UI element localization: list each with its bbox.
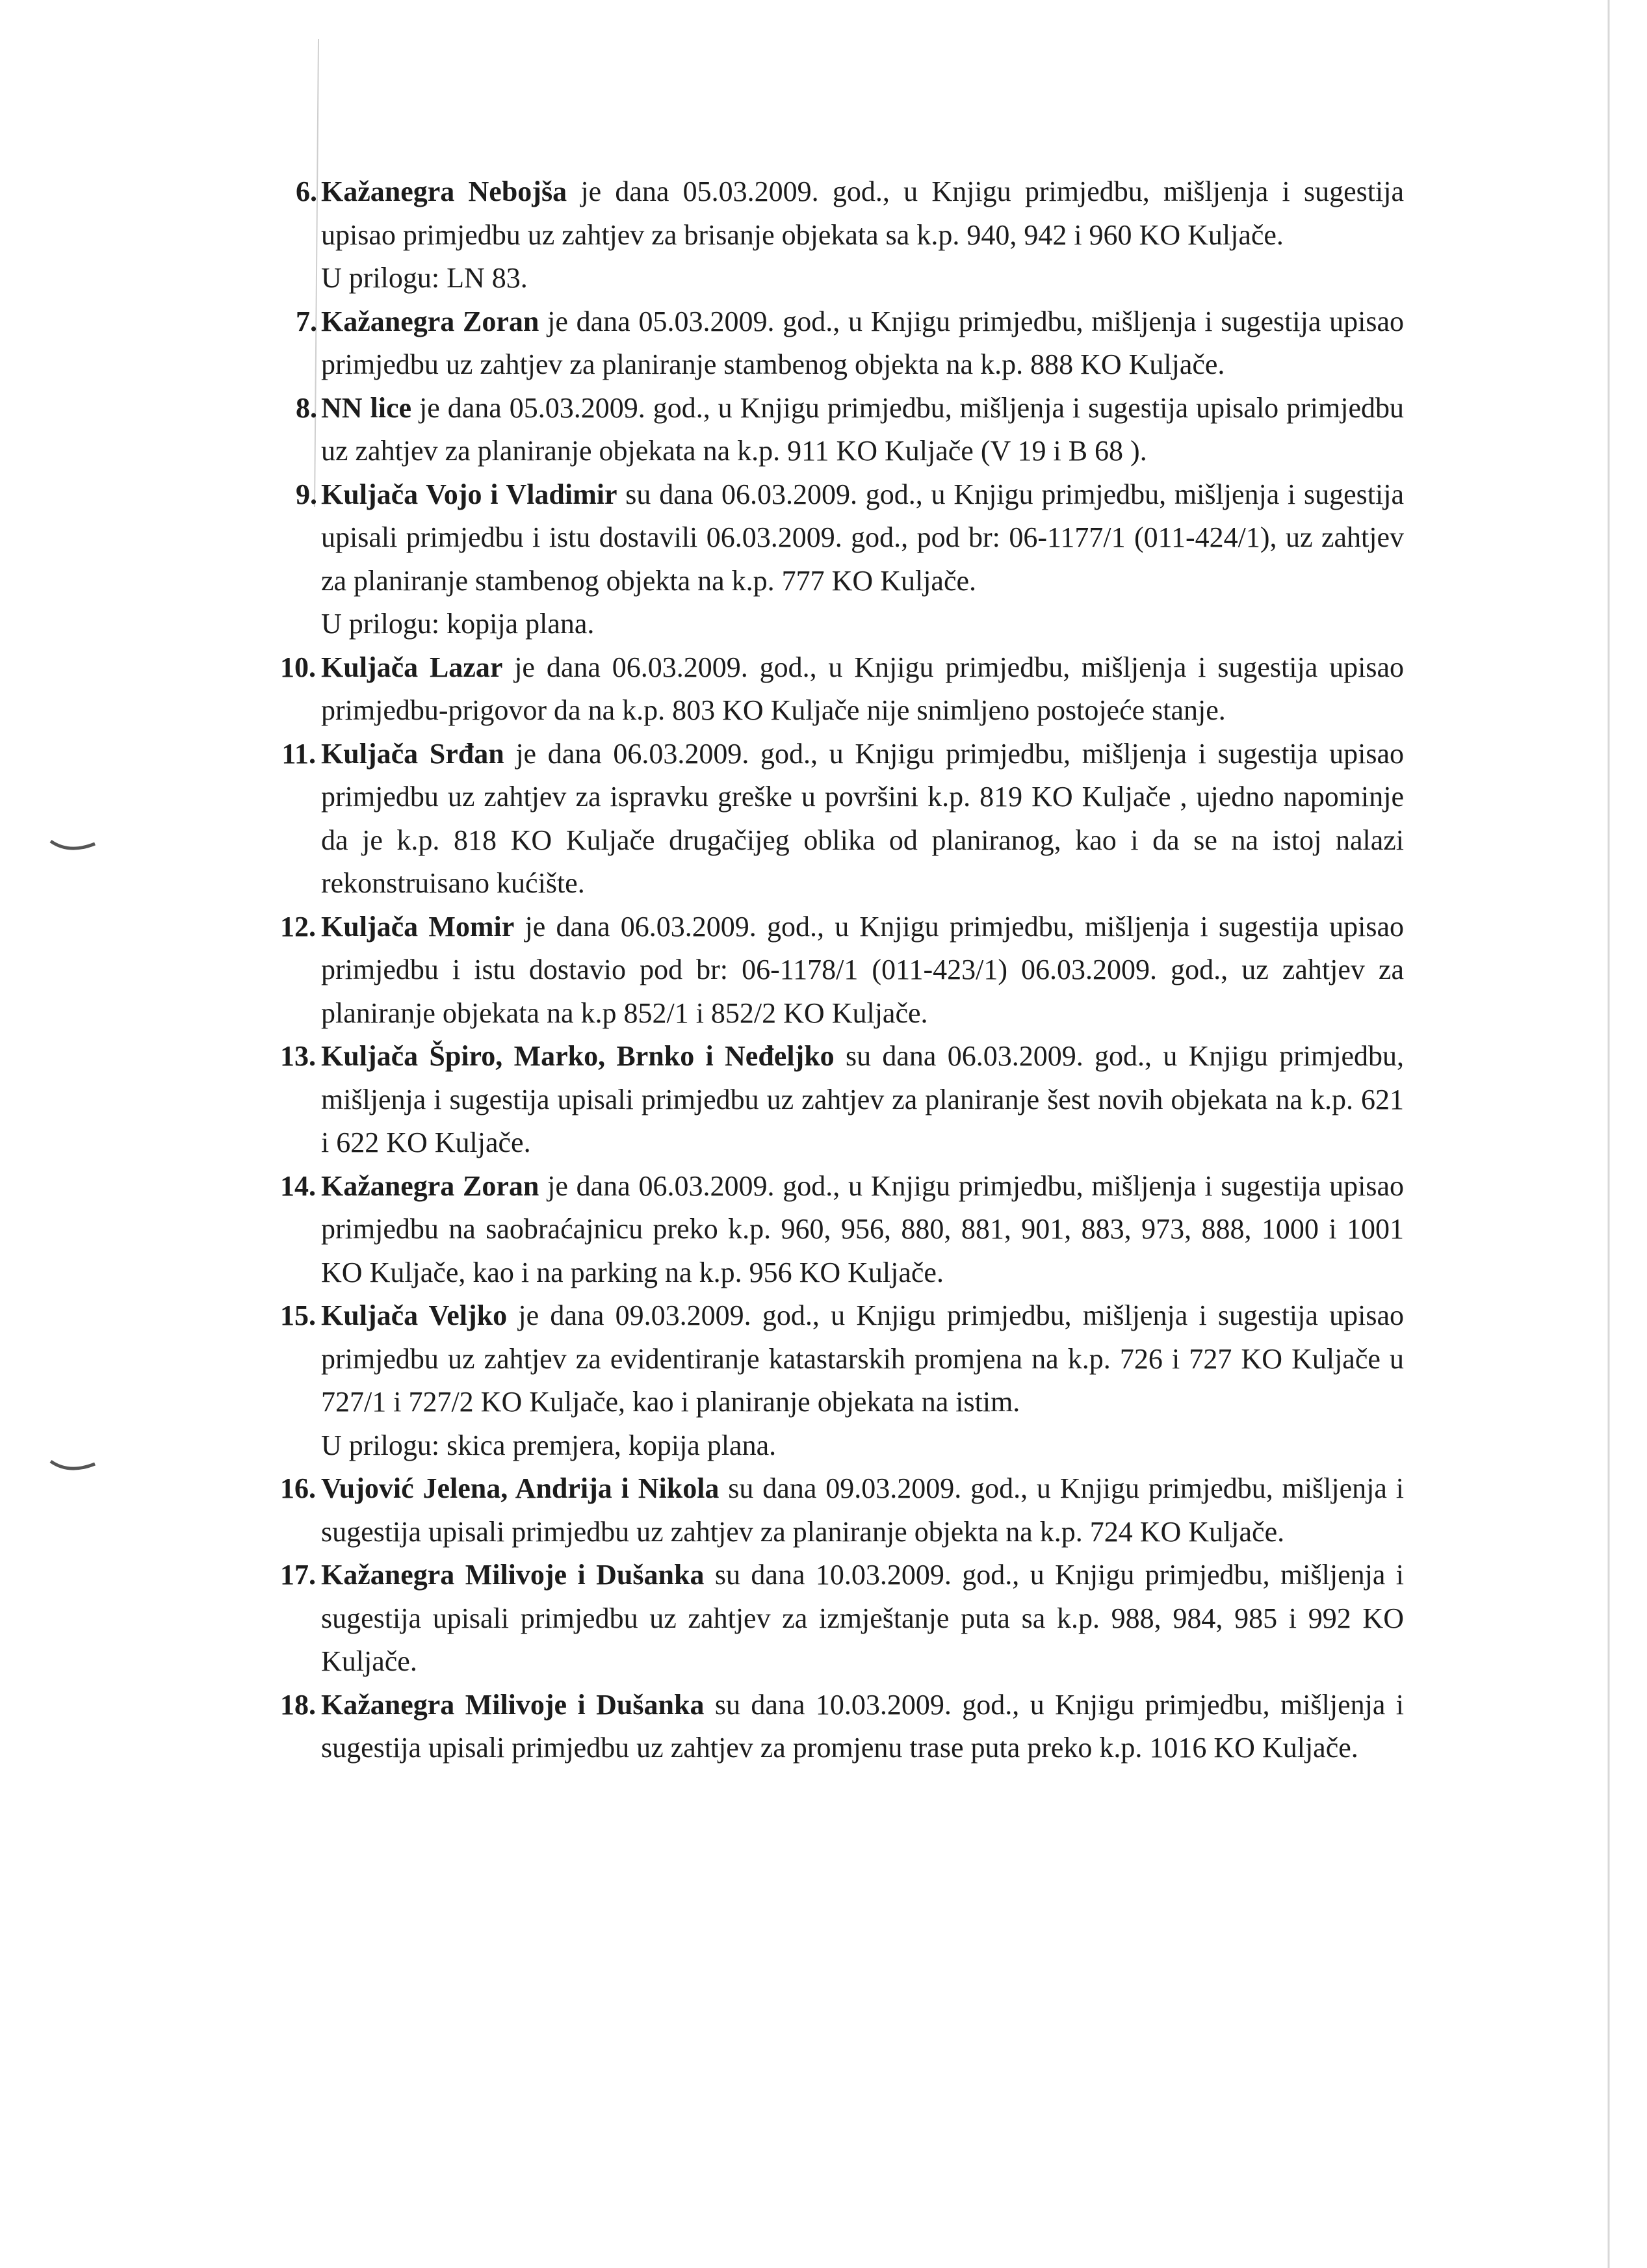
item-number: 8.: [296, 391, 317, 424]
item-number: 17.: [280, 1559, 316, 1591]
item-body: [321, 1294, 1404, 1424]
item-number: 6.: [296, 176, 317, 207]
person-name: Kažanegra Milivoje i Dušanka: [321, 1559, 705, 1591]
punch-hole-mark: [49, 1459, 96, 1476]
item-text: su dana 10.03.2009. god., u Knjigu primjedbu, mišljenja i sugestija upisali primjedbu uz zahtjev za promjenu trase puta preko k.p. 1016 KO Kuljače.: [321, 1688, 1404, 1764]
person-name: Kuljača Srđan: [321, 737, 504, 770]
item-body: [321, 733, 1404, 906]
item-text: je dana 05.03.2009. god., u Knjigu primjedbu, mišljenja i sugestija upisao primjedbu uz zahtjev za planiranje stambenog objekta na k.p. 888 KO Kuljače.: [321, 305, 1404, 380]
item-text: je dana 06.03.2009. god., u Knjigu primjedbu, mišljenja i sugestija upisao primjedbu i istu dostavio pod br: 06-1178/1 (011-423/1) 06.03.2009. god., uz zahtjev za planiranje objekata na k.p 852/1 i 852/2 KO Kuljače.: [321, 910, 1404, 1029]
item-body: [321, 473, 1404, 603]
item-body: [321, 1467, 1404, 1554]
item-number: 13.: [280, 1040, 316, 1072]
item-number: 9.: [296, 478, 317, 510]
list-item: [260, 300, 1404, 387]
item-text: je dana 06.03.2009. god., u Knjigu primjedbu, mišljenja i sugestija upisao primjedbu-prigovor da na k.p. 803 KO Kuljače nije snimljeno postojeće stanje.: [321, 651, 1404, 726]
list-item: [260, 1467, 1404, 1554]
list-item: [260, 1165, 1404, 1295]
scan-right-edge: [1605, 0, 1612, 2268]
list-item: [260, 387, 1404, 473]
item-text: je dana 05.03.2009. god., u Knjigu primjedbu, mišljenja i sugestija upisao primjedbu uz zahtjev za brisanje objekata sa k.p. 940, 942 i 960 KO Kuljače.: [321, 176, 1404, 251]
item-text: su dana 06.03.2009. god., u Knjigu primjedbu, mišljenja i sugestija upisali primjedbu i istu dostavili 06.03.2009. god., pod br: 06-1177/1 (011-424/1), uz zahtjev za planiranje stambenog objekta na k.p. 777 KO Kuljače.: [321, 478, 1404, 597]
item-note: U prilogu: skica premjera, kopija plana.: [321, 1429, 777, 1461]
item-body: [321, 1684, 1404, 1770]
list-item: [260, 1294, 1404, 1467]
punch-hole-mark: [49, 839, 96, 855]
item-body: [321, 387, 1404, 473]
person-name: Kuljača Špiro, Marko, Brnko i Neđeljko: [321, 1040, 835, 1072]
person-name: Kuljača Lazar: [321, 651, 503, 683]
person-name: Kuljača Veljko: [321, 1299, 508, 1331]
item-body: [321, 906, 1404, 1036]
item-note: U prilogu: kopija plana.: [321, 608, 595, 640]
entry-list: [260, 170, 1404, 1770]
item-body: [321, 646, 1404, 733]
item-number: 7.: [296, 305, 317, 337]
list-item: [260, 1684, 1404, 1770]
item-text: su dana 06.03.2009. god., u Knjigu primjedbu, mišljenja i sugestija upisali primjedbu uz zahtjev za planiranje šest novih objekata na k.p. 621 i 622 KO Kuljače.: [321, 1040, 1404, 1158]
list-item: [260, 1554, 1404, 1684]
list-item: [260, 170, 1404, 300]
list-item: [260, 733, 1404, 906]
person-name: Kuljača Vojo i Vladimir: [321, 478, 617, 510]
item-number: 15.: [280, 1299, 316, 1331]
item-note: U prilogu: LN 83.: [321, 262, 528, 294]
item-text: je dana 09.03.2009. god., u Knjigu primjedbu, mišljenja i sugestija upisao primjedbu uz zahtjev za evidentiranje katastarskih promjena na k.p. 726 i 727 KO Kuljače u 727/1 i 727/2 KO Kuljače, kao i planiranje objekata na istim.: [321, 1299, 1404, 1418]
list-item: [260, 473, 1404, 646]
item-number: 11.: [281, 737, 316, 770]
item-body: [321, 1554, 1404, 1684]
item-text: je dana 05.03.2009. god., u Knjigu primjedbu, mišljenja i sugestija upisalo primjedbu uz zahtjev za planiranje objekata na k.p. 911 KO Kuljače (V 19 i B 68 ).: [321, 391, 1404, 467]
person-name: Kažanegra Milivoje i Dušanka: [321, 1688, 705, 1721]
person-name: Kažanegra Nebojša: [321, 176, 567, 207]
item-body: [321, 1035, 1404, 1165]
person-name: Kažanegra Zoran: [321, 305, 539, 337]
item-number: 18.: [280, 1688, 316, 1721]
item-number: 16.: [280, 1472, 316, 1504]
item-text: je dana 06.03.2009. god., u Knjigu primjedbu, mišljenja i sugestija upisao primjedbu uz zahtjev za ispravku greške u površini k.p. 819 KO Kuljače , ujedno napominje da je k.p. 818 KO Kuljače drugačijeg oblika od planiranog, kao i da se na istoj nalazi rekonstruisano kućište.: [321, 737, 1404, 899]
person-name: Kuljača Momir: [321, 910, 515, 943]
list-item: [260, 1035, 1404, 1165]
person-name: Vujović Jelena, Andrija i Nikola: [321, 1472, 720, 1504]
item-number: 12.: [280, 910, 316, 943]
item-text: su dana 10.03.2009. god., u Knjigu primjedbu, mišljenja i sugestija upisali primjedbu uz zahtjev za izmještanje puta sa k.p. 988, 984, 985 i 992 KO Kuljače.: [321, 1559, 1404, 1677]
person-name: Kažanegra Zoran: [321, 1169, 539, 1202]
item-number: 14.: [280, 1169, 316, 1202]
item-number: 10.: [280, 651, 316, 683]
item-body: [321, 1165, 1404, 1295]
list-item: [260, 646, 1404, 733]
item-body: [321, 170, 1404, 257]
person-name: NN lice: [321, 391, 412, 424]
item-text: su dana 09.03.2009. god., u Knjigu primjedbu, mišljenja i sugestija upisali primjedbu uz zahtjev za planiranje objekta na k.p. 724 KO Kuljače.: [321, 1472, 1404, 1548]
item-text: je dana 06.03.2009. god., u Knjigu primjedbu, mišljenja i sugestija upisao primjedbu na saobraćajnicu preko k.p. 960, 956, 880, 881, 901, 883, 973, 888, 1000 i 1001 KO Kuljače, kao i na parking na k.p. 956 KO Kuljače.: [321, 1169, 1404, 1288]
item-body: [321, 300, 1404, 387]
list-item: [260, 906, 1404, 1036]
